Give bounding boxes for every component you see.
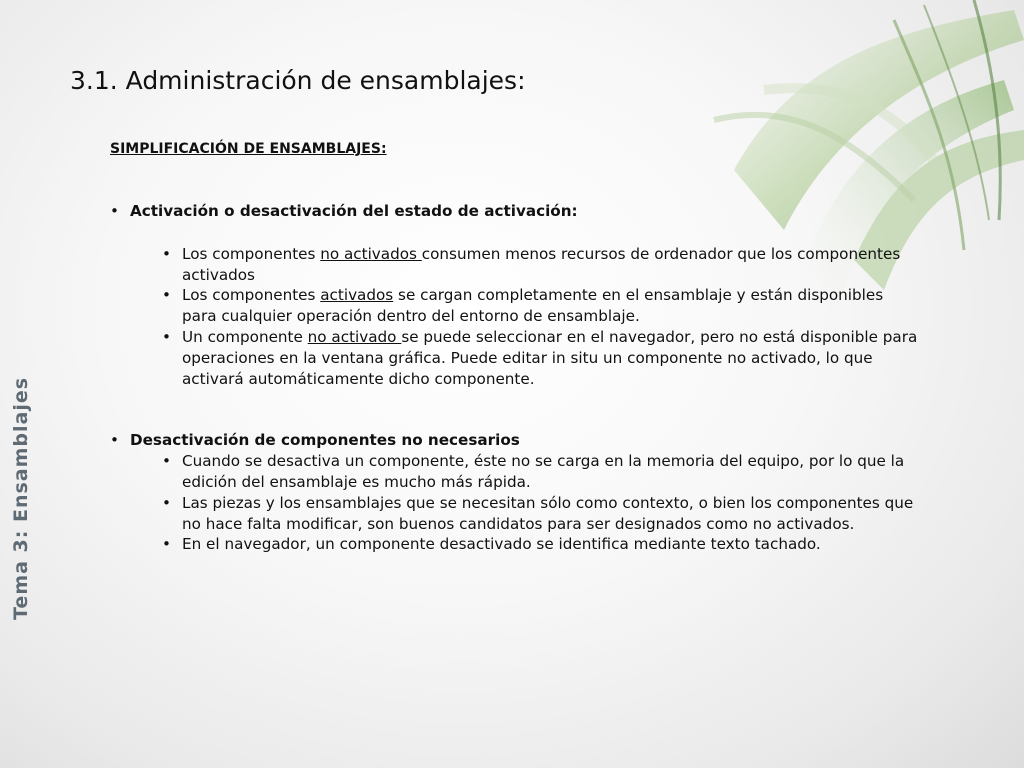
section-subtitle: SIMPLIFICACIÓN DE ENSAMBLAJES:: [110, 141, 387, 157]
bullet-activados: • Los componentes activados se cargan completamente en el ensamblaje y están disponibles para cualquier operación dentro del entorno de ensamblaje.: [162, 285, 922, 327]
bullet-texto-tachado: • En el navegador, un componente desactivado se identifica mediante texto tachado.: [162, 534, 922, 555]
slide-content: [110, 201, 930, 555]
bullet-piezas-contexto: • Las piezas y los ensamblajes que se necesitan sólo como contexto, o bien los componentes que no hace falta modificar, son buenos candidatos para ser designados como no activados.: [162, 493, 922, 535]
bullet-no-activados: • Los componentes no activados consumen menos recursos de ordenador que los componentes activados: [162, 244, 922, 286]
bullet-desactivacion-heading: • Desactivación de componentes no necesarios: [110, 430, 930, 451]
bullet-no-activado: • Un componente no activado se puede seleccionar en el navegador, pero no está disponible para operaciones en la ventana gráfica. Puede editar in situ un componente no activado, lo que activará automáticamente dicho componente.: [162, 327, 922, 389]
page-title: 3.1. Administración de ensamblajes:: [70, 66, 526, 95]
section-side-label: Tema 3: Ensamblajes: [10, 376, 32, 620]
bullet-desactiva-memoria: • Cuando se desactiva un componente, éste no se carga en la memoria del equipo, por lo que la edición del ensamblaje es mucho más rápida.: [162, 451, 922, 493]
bullet-activation-heading: • Activación o desactivación del estado de activación:: [110, 201, 930, 222]
